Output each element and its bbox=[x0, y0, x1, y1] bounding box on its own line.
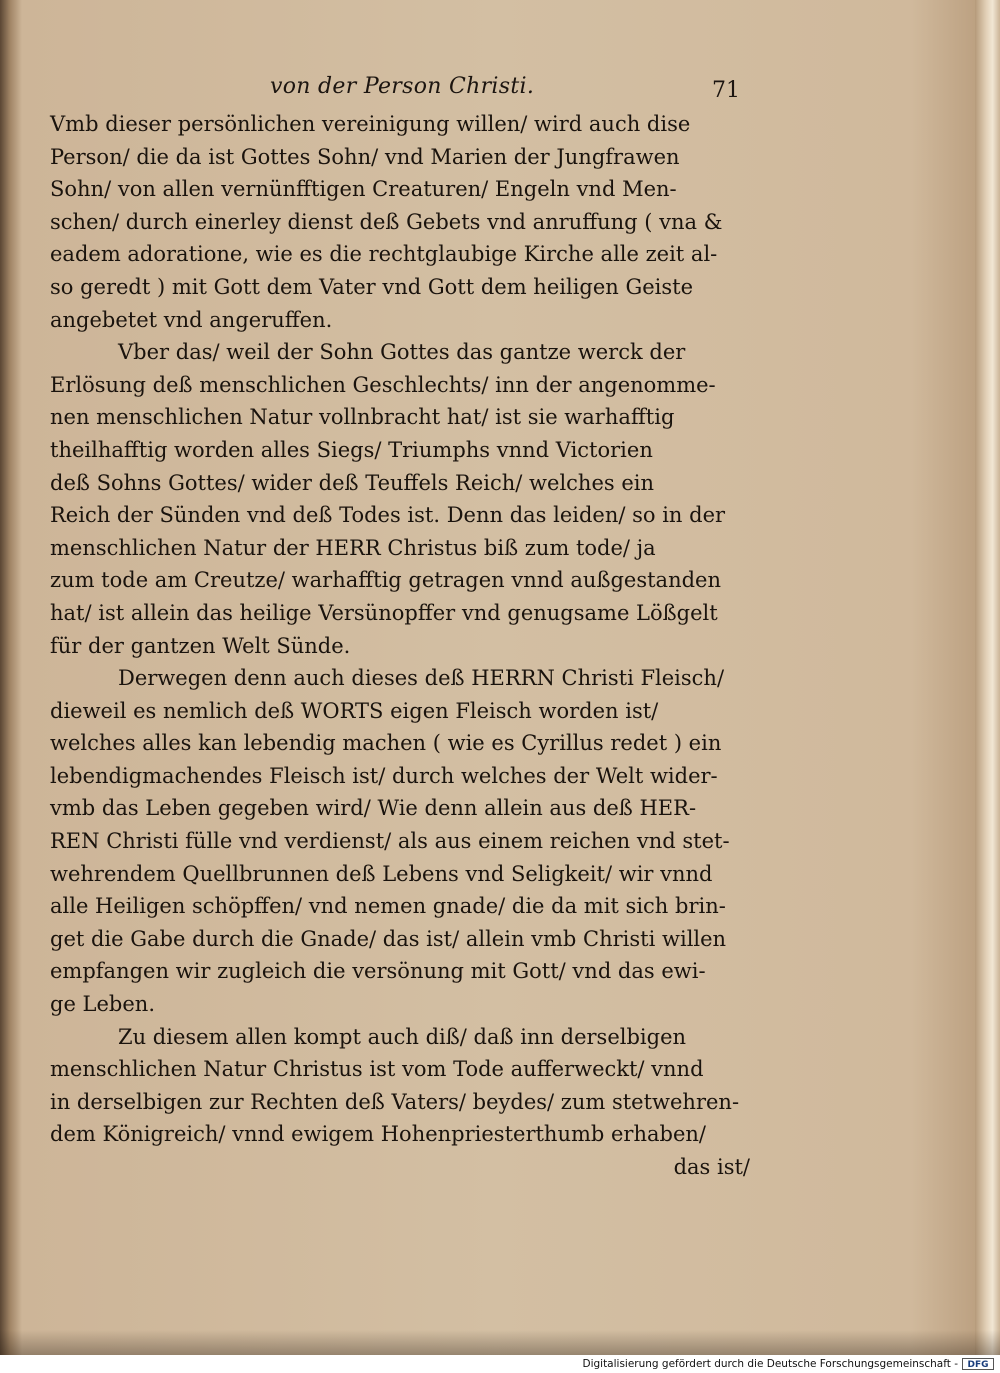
text-line: Vmb dieser persönlichen vereinigung willen/ wird auch dise bbox=[50, 112, 691, 136]
text-line: empfangen wir zugleich die versönung mit Gott/ vnd das ewi- bbox=[50, 959, 706, 984]
page-edge bbox=[975, 0, 1000, 1355]
text-line: wehrendem Quellbrunnen deß Lebens vnd Seligkeit/ wir vnnd bbox=[50, 861, 713, 886]
text-line: eadem adoratione, wie es die rechtglaubige Kirche alle zeit al- bbox=[50, 242, 718, 267]
text-line: welches alles kan lebendig machen ( wie es Cyrillus redet ) ein bbox=[50, 731, 722, 756]
text-line: vmb das Leben gegeben wird/ Wie denn allein aus deß HER- bbox=[50, 796, 697, 821]
text-line: für der gantzen Welt Sünde. bbox=[50, 633, 351, 658]
text-line: angebetet vnd angeruffen. bbox=[50, 307, 333, 332]
body-text bbox=[50, 108, 750, 1184]
text-line: menschlichen Natur der HERR Christus biß zum tode/ ja bbox=[50, 535, 656, 560]
text-line: zum tode am Creutze/ warhafftig getragen vnnd außgestanden bbox=[50, 568, 721, 593]
text-line: in derselbigen zur Rechten deß Vaters/ beydes/ zum stetwehren- bbox=[50, 1089, 740, 1114]
text-line: ge Leben. bbox=[50, 992, 155, 1017]
running-head: von der Person Christi. bbox=[270, 74, 535, 99]
text-line: menschlichen Natur Christus ist vom Tode aufferweckt/ vnnd bbox=[50, 1057, 704, 1082]
text-line: deß Sohns Gottes/ wider deß Teuffels Reich/ welches ein bbox=[50, 470, 654, 495]
text-line: schen/ durch einerley dienst deß Gebets vnd anruffung ( vna & bbox=[50, 209, 723, 234]
text-line: Derwegen denn auch dieses deß HERRN Christi Fleisch/ bbox=[118, 666, 725, 691]
text-line: dem Königreich/ vnnd ewigem Hohenpriesterthumb erhaben/ bbox=[50, 1122, 706, 1147]
text-line: Reich der Sünden vnd deß Todes ist. Denn das leiden/ so in der bbox=[50, 503, 726, 528]
text-line: so geredt ) mit Gott dem Vater vnd Gott dem heiligen Geiste bbox=[50, 274, 694, 299]
catchword: das ist/ bbox=[673, 1155, 750, 1179]
text-line: Sohn/ von allen vernünfftigen Creaturen/ Engeln vnd Men- bbox=[50, 177, 677, 202]
footer-credit: Digitalisierung gefördert durch die Deutsche Forschungsgemeinschaft - bbox=[582, 1358, 958, 1370]
text-line: REN Christi fülle vnd verdienst/ als aus einem reichen vnd stet- bbox=[50, 829, 730, 854]
text-line: theilhafftig worden alles Siegs/ Triumphs vnnd Victorien bbox=[50, 437, 653, 462]
text-line: nen menschlichen Natur vollnbracht hat/ ist sie warhafftig bbox=[50, 405, 675, 430]
page-header bbox=[270, 74, 740, 106]
text-line: Person/ die da ist Gottes Sohn/ vnd Marien der Jungfrawen bbox=[50, 144, 680, 169]
text-line: alle Heiligen schöpffen/ vnd nemen gnade/ die da mit sich brin- bbox=[50, 894, 726, 919]
text-line: get die Gabe durch die Gnade/ das ist/ allein vmb Christi willen bbox=[50, 926, 727, 951]
dfg-logo: DFG bbox=[962, 1358, 994, 1370]
page-number: 71 bbox=[712, 78, 740, 103]
page-shadow bbox=[0, 1330, 1000, 1355]
text-line: Zu diesem allen kompt auch diß/ daß inn derselbigen bbox=[118, 1024, 687, 1049]
text-line: dieweil es nemlich deß WORTS eigen Fleisch worden ist/ bbox=[50, 698, 659, 723]
text-line: Erlösung deß menschlichen Geschlechts/ inn der angenomme- bbox=[50, 372, 716, 397]
text-line: lebendigmachendes Fleisch ist/ durch welches der Welt wider- bbox=[50, 763, 718, 788]
text-line: Vber das/ weil der Sohn Gottes das gantze werck der bbox=[118, 340, 686, 365]
text-line: hat/ ist allein das heilige Versünopffer vnd genugsame Lößgelt bbox=[50, 600, 718, 625]
